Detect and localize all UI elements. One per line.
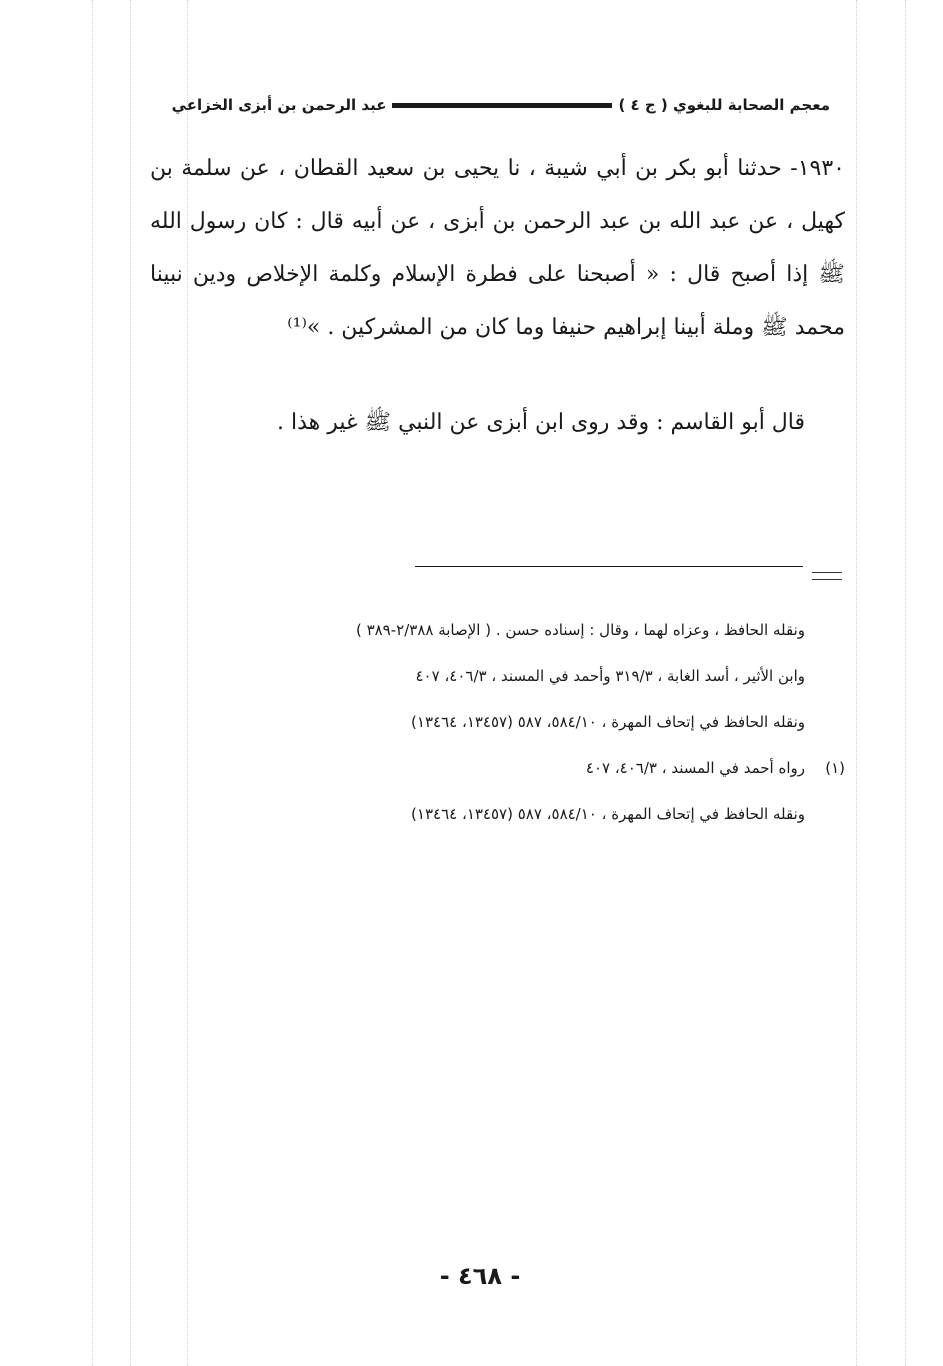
scan-artifact bbox=[92, 0, 93, 1366]
footnote-marker: (١) bbox=[825, 759, 845, 777]
header-rule bbox=[392, 103, 612, 108]
companion-name: عبد الرحمن بن أبزى الخزاعي bbox=[171, 96, 387, 114]
footnote-line bbox=[115, 791, 845, 837]
footnote-text: ونقله الحافظ في إتحاف المهرة ، ٥٨٤/١٠، ٥٨٧ (١٣٤٥٧، ١٣٤٦٤) bbox=[411, 805, 805, 823]
footnote-line bbox=[115, 745, 845, 791]
closing-note: قال أبو القاسم : وقد روى ابن أبزى عن النبي ﷺ غير هذا . bbox=[277, 410, 805, 435]
scan-artifact bbox=[856, 0, 857, 1366]
book-title: معجم الصحابة للبغوي ( ج ٤ ) bbox=[618, 96, 830, 114]
footnote-text: ونقله الحافظ ، وعزاه لهما ، وقال : إسناده حسن . ( الإصابة ٢/٣٨٨-٣٨٩ ) bbox=[355, 621, 805, 639]
footnote-text: رواه أحمد في المسند ، ٤٠٦/٣، ٤٠٧ bbox=[585, 759, 805, 777]
footnotes bbox=[115, 607, 845, 837]
hadith-text: ١٩٣٠- حدثنا أبو بكر بن أبي شيبة ، نا يحيى بن سعيد القطان ، عن سلمة بن كهيل ، عن عبد الله بن عبد الرحمن بن أبزى ، عن أبيه قال : كان رسول الله ﷺ إذا أصبح قال : « أصبحنا على فطرة الإسلام وكلمة الإخلاص ودين نبينا محمد ﷺ وملة أبينا إبراهيم حنيفا وما كان من المشركين . »⁽¹⁾ bbox=[150, 156, 845, 340]
double-dash-mark bbox=[812, 572, 842, 580]
footnote-text: ونقله الحافظ في إتحاف المهرة ، ٥٨٤/١٠، ٥٨٧ (١٣٤٥٧، ١٣٤٦٤) bbox=[411, 713, 805, 731]
footnote-line bbox=[115, 653, 845, 699]
footnote-text: وابن الأثير ، أسد الغابة ، ٣١٩/٣ وأحمد في المسند ، ٤٠٦/٣، ٤٠٧ bbox=[415, 667, 805, 685]
footnote-line bbox=[115, 699, 845, 745]
scan-artifact bbox=[905, 0, 906, 1366]
running-header bbox=[170, 88, 830, 122]
footnote-line bbox=[115, 607, 845, 653]
footnote-separator bbox=[415, 566, 803, 567]
hadith-body bbox=[150, 142, 845, 354]
page-number: - ٤٦٨ - bbox=[439, 1262, 521, 1290]
